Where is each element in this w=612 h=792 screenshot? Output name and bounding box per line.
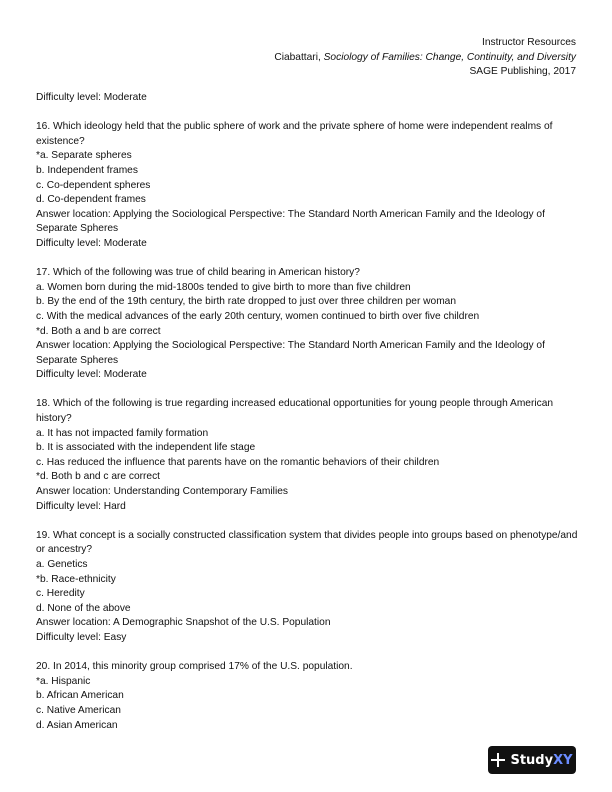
option: a. Genetics (36, 559, 88, 570)
question-16 (36, 120, 580, 251)
question-list (36, 91, 580, 733)
option: *d. Both b and c are correct (36, 471, 161, 483)
option: b. It is associated with the independent life stage (36, 442, 256, 454)
plus-icon (491, 753, 505, 767)
difficulty: Difficulty level: Hard (36, 500, 126, 512)
question-20 (36, 660, 580, 733)
difficulty: Difficulty level: Moderate (36, 369, 147, 381)
option: *a. Hispanic (36, 675, 91, 687)
option: *a. Separate spheres (36, 150, 132, 162)
answer-location: Answer location: A Demographic Snapshot of the U.S. Population (36, 617, 331, 629)
studyxy-badge[interactable] (488, 746, 576, 774)
option: d. Co-dependent frames (36, 194, 146, 206)
question-stem: 17. Which of the following was true of child bearing in American history? (36, 267, 360, 279)
option: c. Co-dependent spheres (36, 179, 151, 191)
answer-location: Answer location: Applying the Sociological Perspective: The Standard North American Family and the Ideology of Separate Spheres (36, 340, 545, 366)
header-book-title: Sociology of Families: Change, Continuity, and Diversity (323, 51, 576, 63)
difficulty: Difficulty level: Moderate (36, 237, 147, 249)
option: c. Native American (36, 704, 121, 716)
option: c. With the medical advances of the early 20th century, women continued to birth over five children (36, 310, 480, 322)
question-18 (36, 397, 580, 514)
question-stem: 20. In 2014, this minority group comprised 17% of the U.S. population. (36, 661, 353, 673)
previous-difficulty: Difficulty level: Moderate (36, 92, 147, 103)
option: c. Heredity (36, 588, 85, 600)
header-resources: Instructor Resources (482, 37, 576, 48)
header-author: Ciabattari, (274, 51, 321, 63)
answer-location: Answer location: Understanding Contemporary Families (36, 486, 288, 498)
difficulty: Difficulty level: Easy (36, 631, 127, 643)
header-citation (176, 51, 576, 66)
badge-word-xy: XY (553, 752, 573, 768)
question-17 (36, 266, 580, 383)
page-header (176, 36, 576, 80)
option: *b. Race-ethnicity (36, 573, 116, 585)
question-stem: 19. What concept is a socially constructed classification system that divides people into groups based on phenotype/and or ancestry? (36, 529, 578, 556)
option: a. It has not impacted family formation (36, 427, 209, 439)
option: b. African American (36, 690, 124, 702)
option: *d. Both a and b are correct (36, 325, 161, 337)
option: c. Has reduced the influence that parents have on the romantic behaviors of their children (36, 456, 440, 468)
badge-label (510, 753, 572, 768)
question-stem: 16. Which ideology held that the public sphere of work and the private sphere of home were independent realms of existence? (36, 121, 553, 147)
badge-word-study: Study (510, 752, 554, 768)
answer-location: Answer location: Applying the Sociological Perspective: The Standard North American Family and the Ideology of Separate Spheres (36, 208, 545, 235)
option: b. By the end of the 19th century, the birth rate dropped to just over three children per woman (36, 296, 457, 308)
option: b. Independent frames (36, 164, 138, 176)
option: d. Asian American (36, 719, 118, 731)
option: d. None of the above (36, 602, 131, 614)
option: a. Women born during the mid-1800s tended to give birth to more than five children (36, 281, 411, 293)
question-stem: 18. Which of the following is true regarding increased educational opportunities for young people through American history? (36, 398, 554, 425)
header-publisher: SAGE Publishing, 2017 (469, 66, 576, 78)
question-19 (36, 529, 580, 646)
